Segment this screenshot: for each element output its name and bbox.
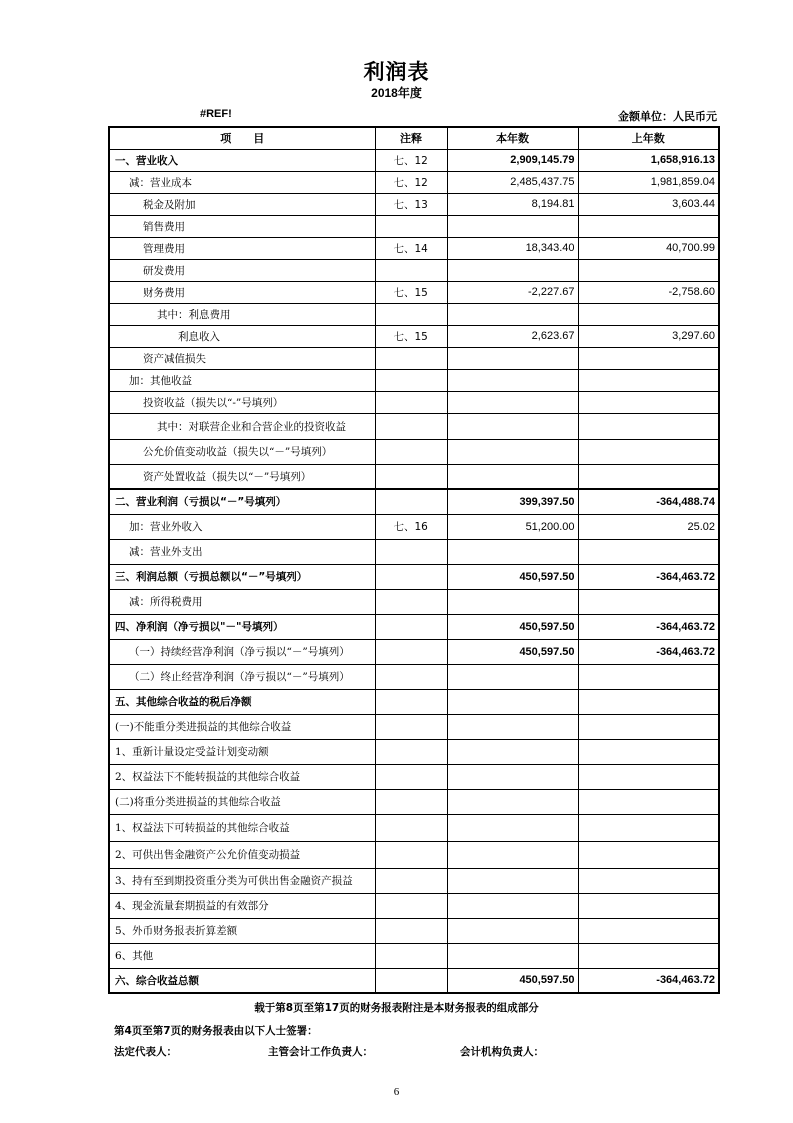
table-row xyxy=(109,968,719,993)
table-row xyxy=(109,439,719,464)
row-current-year-value xyxy=(447,215,578,237)
row-item-label: 4、现金流量套期损益的有效部分 xyxy=(109,893,375,918)
table-row xyxy=(109,237,719,259)
row-item-label: 四、净利润（净亏损以"－"号填列） xyxy=(109,614,375,639)
row-current-year-value: 51,200.00 xyxy=(447,514,578,539)
row-prior-year-value xyxy=(578,391,719,413)
row-prior-year-value xyxy=(578,347,719,369)
row-note xyxy=(375,814,447,841)
row-current-year-value xyxy=(447,714,578,739)
row-note xyxy=(375,868,447,893)
row-prior-year-value: 3,603.44 xyxy=(578,193,719,215)
row-note xyxy=(375,789,447,814)
row-current-year-value: 450,597.50 xyxy=(447,614,578,639)
row-item-label: 公允价值变动收益（损失以“－”号填列） xyxy=(109,439,375,464)
row-note xyxy=(375,347,447,369)
row-current-year-value xyxy=(447,347,578,369)
row-note xyxy=(375,489,447,514)
row-current-year-value xyxy=(447,391,578,413)
table-row xyxy=(109,564,719,589)
table-row xyxy=(109,689,719,714)
row-prior-year-value xyxy=(578,714,719,739)
row-prior-year-value xyxy=(578,413,719,439)
row-prior-year-value: 3,297.60 xyxy=(578,325,719,347)
row-item-label: 其中：利息费用 xyxy=(109,303,375,325)
row-note xyxy=(375,664,447,689)
row-prior-year-value xyxy=(578,464,719,489)
row-item-label: 其中：对联营企业和合营企业的投资收益 xyxy=(109,413,375,439)
row-prior-year-value xyxy=(578,689,719,714)
row-item-label: 2、权益法下不能转损益的其他综合收益 xyxy=(109,764,375,789)
row-current-year-value: 450,597.50 xyxy=(447,639,578,664)
row-item-label: 6、其他 xyxy=(109,943,375,968)
ref-error-label: #REF! xyxy=(200,108,232,120)
row-prior-year-value: -364,488.74 xyxy=(578,489,719,514)
row-note xyxy=(375,564,447,589)
row-prior-year-value xyxy=(578,789,719,814)
signature-statement: 第4页至第7页的财务报表由以下人士签署： xyxy=(114,1025,318,1037)
row-note: 七、13 xyxy=(375,193,447,215)
row-current-year-value: 2,485,437.75 xyxy=(447,171,578,193)
table-row xyxy=(109,391,719,413)
row-item-label: 二、营业利润（亏损以“－”号填列） xyxy=(109,489,375,514)
row-prior-year-value xyxy=(578,539,719,564)
row-current-year-value xyxy=(447,943,578,968)
table-row xyxy=(109,347,719,369)
table-row xyxy=(109,664,719,689)
table-row xyxy=(109,714,719,739)
row-note xyxy=(375,893,447,918)
row-note: 七、12 xyxy=(375,171,447,193)
statement-title: 利润表 xyxy=(363,60,430,84)
row-prior-year-value xyxy=(578,369,719,391)
row-item-label: 1、权益法下可转损益的其他综合收益 xyxy=(109,814,375,841)
table-row xyxy=(109,215,719,237)
row-prior-year-value: 40,700.99 xyxy=(578,237,719,259)
table-row xyxy=(109,281,719,303)
row-current-year-value xyxy=(447,369,578,391)
row-note: 七、15 xyxy=(375,281,447,303)
table-row xyxy=(109,464,719,489)
row-note xyxy=(375,369,447,391)
table-row xyxy=(109,639,719,664)
row-current-year-value xyxy=(447,539,578,564)
row-prior-year-value xyxy=(578,868,719,893)
row-current-year-value xyxy=(447,764,578,789)
row-item-label: 减：所得税费用 xyxy=(109,589,375,614)
row-prior-year-value xyxy=(578,439,719,464)
row-item-label: 研发费用 xyxy=(109,259,375,281)
row-prior-year-value: -2,758.60 xyxy=(578,281,719,303)
row-item-label: （二）终止经营净利润（净亏损以“－”号填列） xyxy=(109,664,375,689)
currency-unit-label: 金额单位：人民币元 xyxy=(618,110,717,123)
row-note xyxy=(375,589,447,614)
row-note xyxy=(375,943,447,968)
row-note xyxy=(375,639,447,664)
table-row xyxy=(109,918,719,943)
table-row xyxy=(109,893,719,918)
row-note xyxy=(375,215,447,237)
row-note xyxy=(375,739,447,764)
row-item-label: 财务费用 xyxy=(109,281,375,303)
row-current-year-value xyxy=(447,739,578,764)
row-prior-year-value xyxy=(578,215,719,237)
row-current-year-value xyxy=(447,413,578,439)
header-current-year: 本年数 xyxy=(447,127,578,149)
row-item-label: 税金及附加 xyxy=(109,193,375,215)
row-prior-year-value: -364,463.72 xyxy=(578,968,719,993)
table-row xyxy=(109,514,719,539)
row-prior-year-value xyxy=(578,814,719,841)
table-row xyxy=(109,193,719,215)
row-current-year-value: 399,397.50 xyxy=(447,489,578,514)
table-row xyxy=(109,943,719,968)
row-current-year-value xyxy=(447,303,578,325)
row-prior-year-value xyxy=(578,259,719,281)
income-statement-table xyxy=(108,126,720,994)
row-item-label: 减：营业成本 xyxy=(109,171,375,193)
row-prior-year-value xyxy=(578,589,719,614)
row-current-year-value xyxy=(447,259,578,281)
row-prior-year-value xyxy=(578,739,719,764)
row-note xyxy=(375,413,447,439)
row-item-label: (二)将重分类进损益的其他综合收益 xyxy=(109,789,375,814)
row-prior-year-value: 25.02 xyxy=(578,514,719,539)
row-note xyxy=(375,764,447,789)
row-note xyxy=(375,439,447,464)
page-number: 6 xyxy=(393,1086,400,1098)
row-item-label: 五、其他综合收益的税后净额 xyxy=(109,689,375,714)
row-current-year-value: 450,597.50 xyxy=(447,564,578,589)
table-row xyxy=(109,259,719,281)
row-item-label: 三、利润总额（亏损总额以“－”号填列） xyxy=(109,564,375,589)
row-note xyxy=(375,391,447,413)
row-current-year-value: 2,623.67 xyxy=(447,325,578,347)
table-row xyxy=(109,369,719,391)
row-prior-year-value xyxy=(578,303,719,325)
row-prior-year-value xyxy=(578,943,719,968)
row-current-year-value xyxy=(447,589,578,614)
row-item-label: 加：营业外收入 xyxy=(109,514,375,539)
row-item-label: 利息收入 xyxy=(109,325,375,347)
header-prior-year: 上年数 xyxy=(578,127,719,149)
row-current-year-value xyxy=(447,689,578,714)
row-item-label: 管理费用 xyxy=(109,237,375,259)
row-item-label: （一）持续经营净利润（净亏损以“－”号填列） xyxy=(109,639,375,664)
table-row xyxy=(109,841,719,868)
notes-statement: 载于第8页至第17页的财务报表附注是本财务报表的组成部分 xyxy=(254,1002,539,1014)
header-item: 项 目 xyxy=(109,127,375,149)
row-prior-year-value xyxy=(578,918,719,943)
table-row xyxy=(109,764,719,789)
table-row xyxy=(109,589,719,614)
table-row xyxy=(109,149,719,171)
table-row xyxy=(109,489,719,514)
row-note: 七、12 xyxy=(375,149,447,171)
row-prior-year-value: 1,658,916.13 xyxy=(578,149,719,171)
row-item-label: (一)不能重分类进损益的其他综合收益 xyxy=(109,714,375,739)
row-note xyxy=(375,259,447,281)
row-note: 七、15 xyxy=(375,325,447,347)
row-prior-year-value xyxy=(578,841,719,868)
row-prior-year-value: 1,981,859.04 xyxy=(578,171,719,193)
row-note xyxy=(375,841,447,868)
row-note xyxy=(375,968,447,993)
row-note: 七、16 xyxy=(375,514,447,539)
row-note xyxy=(375,614,447,639)
row-current-year-value: -2,227.67 xyxy=(447,281,578,303)
row-current-year-value xyxy=(447,868,578,893)
row-current-year-value xyxy=(447,841,578,868)
row-item-label: 加：其他收益 xyxy=(109,369,375,391)
table-row xyxy=(109,303,719,325)
accounting-head-label: 主管会计工作负责人： xyxy=(268,1046,373,1058)
row-current-year-value: 8,194.81 xyxy=(447,193,578,215)
row-current-year-value xyxy=(447,814,578,841)
row-current-year-value: 450,597.50 xyxy=(447,968,578,993)
row-current-year-value xyxy=(447,464,578,489)
table-row xyxy=(109,789,719,814)
row-item-label: 资产处置收益（损失以“－”号填列） xyxy=(109,464,375,489)
row-note xyxy=(375,918,447,943)
row-note xyxy=(375,539,447,564)
row-current-year-value xyxy=(447,789,578,814)
row-item-label: 3、持有至到期投资重分类为可供出售金融资产损益 xyxy=(109,868,375,893)
table-row xyxy=(109,325,719,347)
row-prior-year-value: -364,463.72 xyxy=(578,639,719,664)
row-prior-year-value xyxy=(578,764,719,789)
row-note xyxy=(375,714,447,739)
row-prior-year-value: -364,463.72 xyxy=(578,614,719,639)
table-row xyxy=(109,814,719,841)
table-row xyxy=(109,413,719,439)
row-note xyxy=(375,689,447,714)
row-item-label: 2、可供出售金融资产公允价值变动损益 xyxy=(109,841,375,868)
row-item-label: 销售费用 xyxy=(109,215,375,237)
row-item-label: 六、综合收益总额 xyxy=(109,968,375,993)
row-current-year-value xyxy=(447,893,578,918)
table-row xyxy=(109,539,719,564)
row-prior-year-value: -364,463.72 xyxy=(578,564,719,589)
table-row xyxy=(109,739,719,764)
row-note xyxy=(375,303,447,325)
legal-representative-label: 法定代表人： xyxy=(114,1046,177,1058)
accounting-dept-head-label: 会计机构负责人： xyxy=(460,1046,544,1058)
table-row xyxy=(109,868,719,893)
row-current-year-value: 18,343.40 xyxy=(447,237,578,259)
row-prior-year-value xyxy=(578,893,719,918)
row-current-year-value xyxy=(447,439,578,464)
table-header-row xyxy=(109,127,719,149)
row-current-year-value xyxy=(447,664,578,689)
row-prior-year-value xyxy=(578,664,719,689)
row-item-label: 资产减值损失 xyxy=(109,347,375,369)
row-current-year-value xyxy=(447,918,578,943)
table-row xyxy=(109,614,719,639)
table-row xyxy=(109,171,719,193)
row-current-year-value: 2,909,145.79 xyxy=(447,149,578,171)
row-item-label: 一、营业收入 xyxy=(109,149,375,171)
statement-year: 2018年度 xyxy=(371,86,422,100)
row-item-label: 5、外币财务报表折算差额 xyxy=(109,918,375,943)
row-item-label: 1、重新计量设定受益计划变动额 xyxy=(109,739,375,764)
row-note xyxy=(375,464,447,489)
row-item-label: 投资收益（损失以“-”号填列） xyxy=(109,391,375,413)
row-note: 七、14 xyxy=(375,237,447,259)
row-item-label: 减：营业外支出 xyxy=(109,539,375,564)
header-note: 注释 xyxy=(375,127,447,149)
